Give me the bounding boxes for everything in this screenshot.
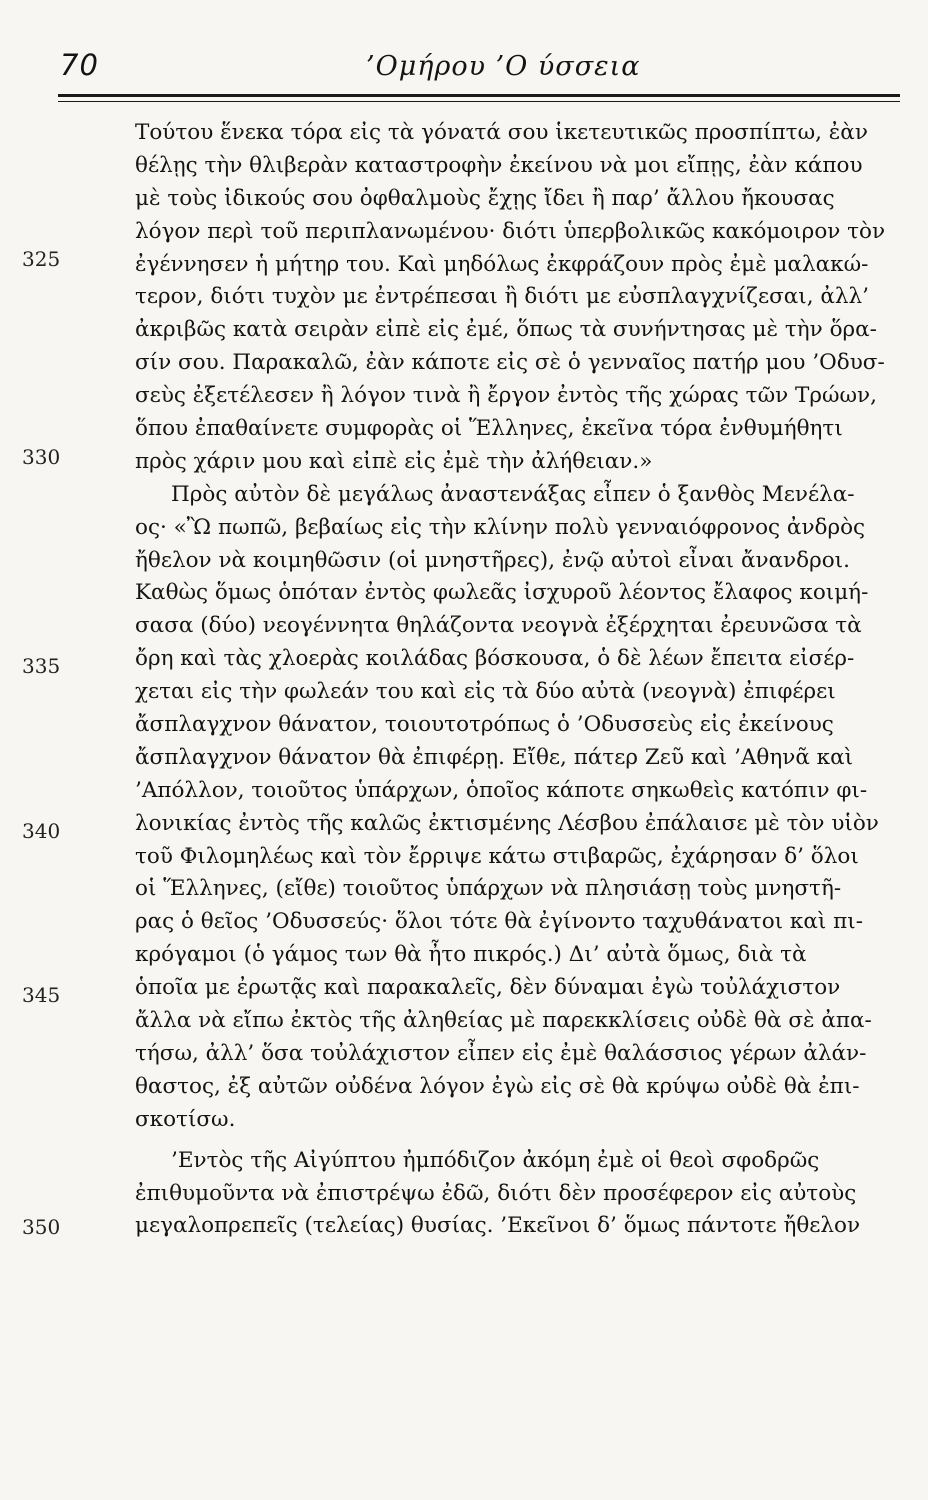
text-line: σκοτίσω.: [135, 1106, 236, 1132]
text-line: μεγαλοπρεπεῖς (τελείας) θυσίας. ’Εκεῖνοι δ’ ὅμως πάντοτε ἤθελον: [135, 1213, 861, 1239]
text-line: ’Εντὸς τῆς Αἰγύπτου ἠμπόδιζον ἀκόμη ἐμὲ οἱ θεοὶ σφοδρῶς: [171, 1147, 820, 1173]
text-line: ὁποῖα με ἐρωτᾷς καὶ παρακαλεῖς, δὲν δύναμαι ἐγὼ τοὐλάχιστον: [135, 975, 841, 1001]
page-number: 70: [60, 48, 99, 82]
text-line: Τούτου ἕνεκα τόρα εἰς τὰ γόνατά σου ἱκετευτικῶς προσπίπτω, ἐὰν: [135, 120, 868, 145]
text-line: λονικίας ἐντὸς τῆς καλῶς ἐκτισμένης Λέσβου ἐπάλαισε μὲ τὸν υἱὸν: [135, 810, 879, 836]
verse-number: 335: [22, 654, 61, 678]
text-line: σίν σου. Παρακαλῶ, ἐὰν κάποτε εἰς σὲ ὁ γενναῖος πατήρ μου ’Οδυσ-: [135, 350, 885, 376]
text-line: ὅπου ἐπαθαίνετε συμφορὰς οἱ Ἕλληνες, ἐκεῖνα τόρα ἐνθυμήθητι: [135, 416, 843, 442]
text-line: χεται εἰς τὴν φωλεάν του καὶ εἰς τὰ δύο αὐτὰ (νεογνὰ) ἐπιφέρει: [135, 679, 836, 705]
text-line: ἄσπλαγχνον θάνατον, τοιουτοτρόπως ὁ ’Οδυσσεὺς εἰς ἐκείνους: [135, 712, 834, 738]
text-line: ’Απόλλον, τοιοῦτος ὑπάρχων, ὁποῖος κάποτε σηκωθεὶς κατόπιν φι-: [135, 777, 868, 803]
page-header: [58, 42, 900, 94]
text-line: μὲ τοὺς ἰδικούς σου ὀφθαλμοὺς ἔχῃς ἴδει ἢ παρ’ ἄλλου ἤκουσας: [135, 185, 835, 211]
text-line: ἐπιθυμοῦντα νὰ ἐπιστρέψω ἐδῶ, διότι δὲν προσέφερον εἰς αὐτοὺς: [135, 1180, 857, 1206]
text-line: σεὺς ἐξετέλεσεν ἢ λόγον τινὰ ἢ ἔργον ἐντὸς τῆς χώρας τῶν Τρώων,: [135, 383, 877, 409]
text-line: θέλῃς τὴν θλιβερὰν καταστροφὴν ἐκείνου νὰ μοι εἴπῃς, ἐὰν κάπου: [135, 152, 863, 178]
text-line: Πρὸς αὐτὸν δὲ μεγάλως ἀναστενάξας εἶπεν ὁ ξανθὸς Μενέλα-: [171, 481, 855, 507]
verse-number: 325: [22, 247, 61, 271]
verse-number: 330: [22, 445, 61, 469]
text-line: τοῦ Φιλομηλέως καὶ τὸν ἔρριψε κάτω στιβαρῶς, ἐχάρησαν δ’ ὅλοι: [135, 843, 859, 869]
text-line: κρόγαμοι (ὁ γάμος των θὰ ἦτο πικρός.) Δι’ αὐτὰ ὅμως, διὰ τὰ: [135, 942, 807, 968]
verse-number: 345: [22, 983, 61, 1007]
text-line: οἱ Ἕλληνες, (εἴθε) τοιοῦτος ὑπάρχων νὰ πλησιάσῃ τοὺς μνηστῆ-: [135, 876, 842, 902]
text-line: τήσω, ἀλλ’ ὅσα τοὐλάχιστον εἶπεν εἰς ἐμὲ θαλάσσιος γέρων ἀλάν-: [135, 1040, 867, 1066]
text-line: σασα (δύο) νεογέννητα θηλάζοντα νεογνὰ ἐξέρχηται ἐρευνῶσα τὰ: [135, 613, 862, 639]
text-line: ἤθελον νὰ κοιμηθῶσιν (οἱ μνηστῆρες), ἐνῷ αὐτοὶ εἶναι ἄνανδροι.: [135, 547, 850, 573]
verse-number: 340: [22, 819, 61, 843]
header-rule-thick: [58, 94, 900, 97]
text-line: ρας ὁ θεῖος ’Οδυσσεύς· ὅλοι τότε θὰ ἐγίνοντο ταχυθάνατοι καὶ πι-: [135, 909, 863, 935]
text-line: τερον, διότι τυχὸν με ἐντρέπεσαι ἢ διότι με εὐσπλαγχνίζεσαι, ἀλλ’: [135, 284, 869, 310]
text-line: ἄλλα νὰ εἴπω ἐκτὸς τῆς ἀληθείας μὲ παρεκκλίσεις οὐδὲ θὰ σὲ ἀπα-: [135, 1008, 872, 1034]
text-line: ἀκριβῶς κατὰ σειρὰν εἰπὲ εἰς ἐμέ, ὅπως τὰ συνήντησας μὲ τὴν ὅρα-: [135, 317, 877, 343]
running-title: ’Ομήρου ’Ο ύσσεια: [366, 51, 641, 82]
text-line: θαστος, ἐξ αὐτῶν οὐδένα λόγον ἐγὼ εἰς σὲ θὰ κρύψω οὐδὲ θὰ ἐπι-: [135, 1073, 860, 1099]
text-line: ος· «Ὢ πωπῶ, βεβαίως εἰς τὴν κλίνην πολὺ γενναιόφρονος ἀνδρὸς: [135, 514, 866, 540]
text-line: ἐγέννησεν ἡ μήτηρ του. Καὶ μηδόλως ἐκφράζουν πρὸς ἐμὲ μαλακώ-: [135, 251, 869, 277]
body-text: [135, 117, 895, 1243]
text-line: λόγον περὶ τοῦ περιπλανωμένου· διότι ὑπερβολικῶς κακόμοιρον τὸν: [135, 218, 886, 244]
text-line: ὄρη καὶ τὰς χλοερὰς κοιλάδας βόσκουσα, ὁ δὲ λέων ἔπειτα εἰσέρ-: [135, 646, 855, 672]
text-line: πρὸς χάριν μου καὶ εἰπὲ εἰς ἐμὲ τὴν ἀλήθειαν.»: [135, 448, 653, 474]
text-line: Καθὼς ὅμως ὁπόταν ἐντὸς φωλεᾶς ἰσχυροῦ λέοντος ἔλαφος κοιμή-: [135, 580, 869, 606]
text-line: ἄσπλαγχνον θάνατον θὰ ἐπιφέρῃ. Εἴθε, πάτερ Ζεῦ καὶ ’Αθηνᾶ καὶ: [135, 744, 854, 770]
header-rule-thin: [58, 101, 900, 102]
verse-number: 350: [22, 1215, 61, 1239]
